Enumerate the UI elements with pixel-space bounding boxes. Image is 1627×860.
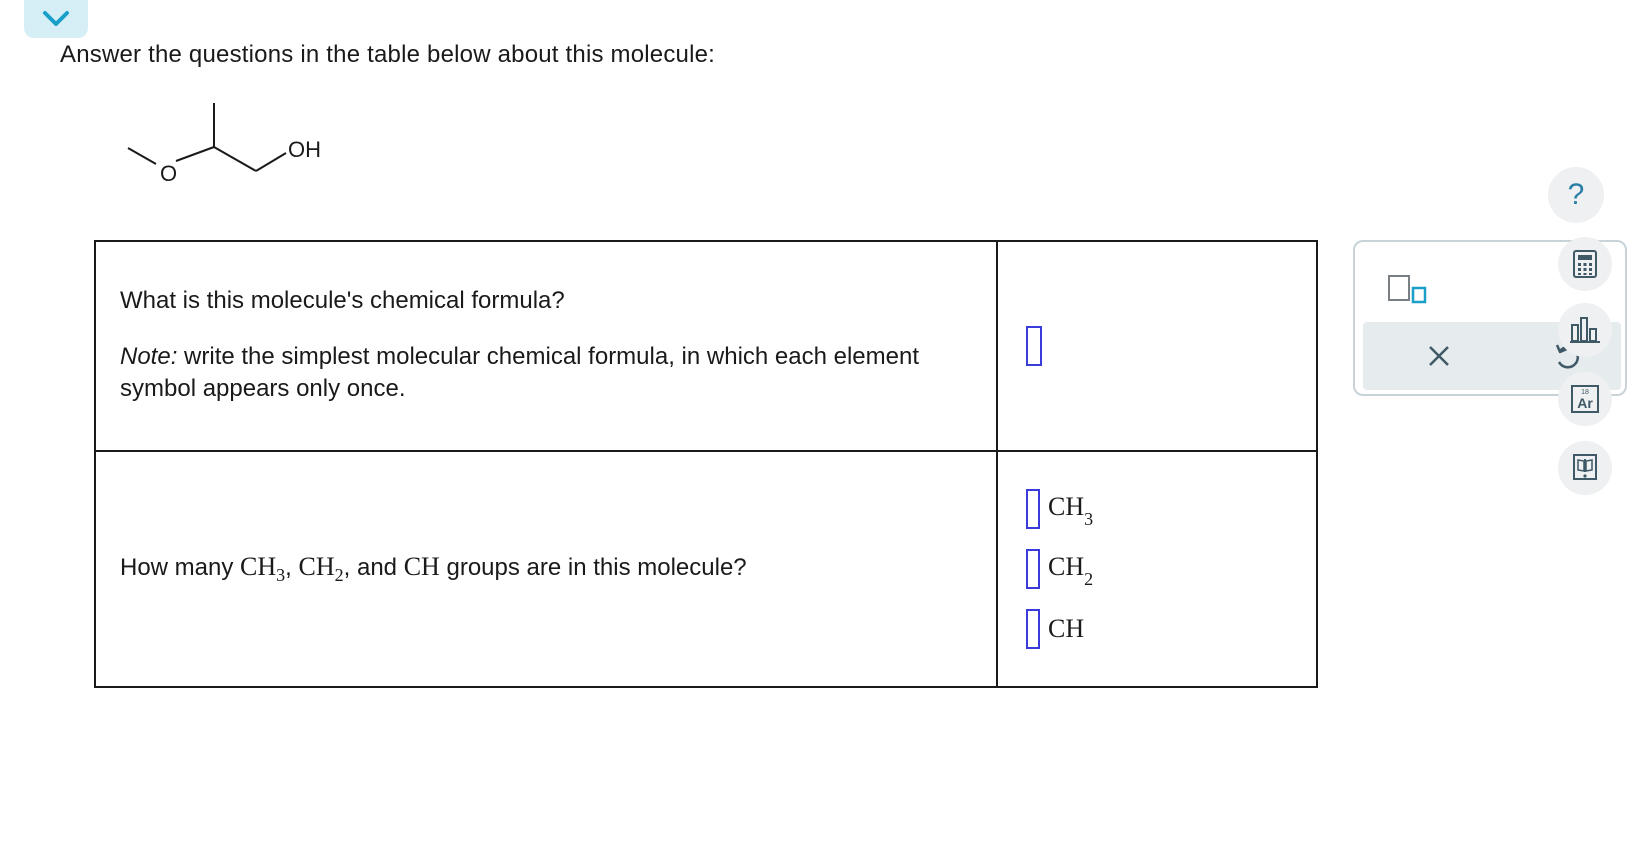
ch2-base: CH [298,551,335,581]
ch-formula: CH [403,551,440,581]
periodic-table-button[interactable] [1558,372,1612,426]
groups-question-text: How many [120,553,241,581]
help-icon: ? [1567,178,1585,211]
superscript-button[interactable] [1385,270,1433,310]
ch-answer-label: CH [1048,614,1085,643]
comma-text: , [285,553,299,581]
help-button[interactable] [1548,167,1604,223]
table-row [95,241,1317,451]
calculator-button[interactable] [1558,237,1612,291]
bar-chart-icon [1569,315,1601,345]
ch2-formula [298,551,344,586]
periodic-symbol: Ar [1577,395,1593,411]
ch-count-input[interactable] [1026,609,1040,649]
periodic-number: 18 [1581,389,1589,396]
ch3-base: CH [240,551,277,581]
ch3-label-base: CH [1048,491,1085,521]
note-label: Note: [120,343,178,370]
table-row [95,451,1317,687]
reference-button[interactable] [1558,441,1612,495]
oxygen-atom-label: O [160,161,178,186]
clear-button[interactable] [1419,336,1459,376]
chevron-down-icon [42,10,70,28]
superscript-template-icon [1385,270,1433,310]
hydroxyl-group-label: OH [288,137,321,162]
close-icon [1419,336,1459,376]
data-chart-button[interactable] [1558,303,1612,357]
ch3-answer-label [1048,491,1094,530]
groups-question-cell [95,451,997,687]
calculator-icon [1571,249,1599,279]
ch3-label-subscript: 3 [1084,509,1094,530]
reference-book-icon [1570,452,1600,484]
formula-input[interactable] [1026,326,1042,366]
collapse-button[interactable] [24,0,88,38]
formula-note [120,341,996,405]
ch3-count-input[interactable] [1026,489,1040,529]
formula-question: What is this molecule's chemical formula? [120,287,565,314]
ch2-answer-label [1048,551,1094,590]
ch2-label-base: CH [1048,551,1085,581]
groups-question-suffix: groups are in this molecule? [439,553,747,581]
ch-answer-row [998,599,1316,659]
ch2-label-subscript: 2 [1084,569,1094,590]
groups-answer-cell [997,451,1317,687]
ch3-formula [240,551,286,586]
periodic-table-icon [1569,383,1601,415]
question-table [94,240,1318,688]
and-text: , and [343,553,404,581]
formula-question-cell [95,241,997,451]
ch2-subscript: 2 [334,565,344,586]
ch3-answer-row [998,479,1316,539]
ch2-answer-row [998,539,1316,599]
ch2-count-input[interactable] [1026,549,1040,589]
formula-answer-cell [997,241,1317,451]
molecule-structure [120,95,380,200]
ch3-subscript: 3 [276,565,286,586]
note-text: write the simplest molecular chemical formula, in which each element symbol appears only once. [120,343,920,402]
question-prompt: Answer the questions in the table below about this molecule: [60,41,716,68]
